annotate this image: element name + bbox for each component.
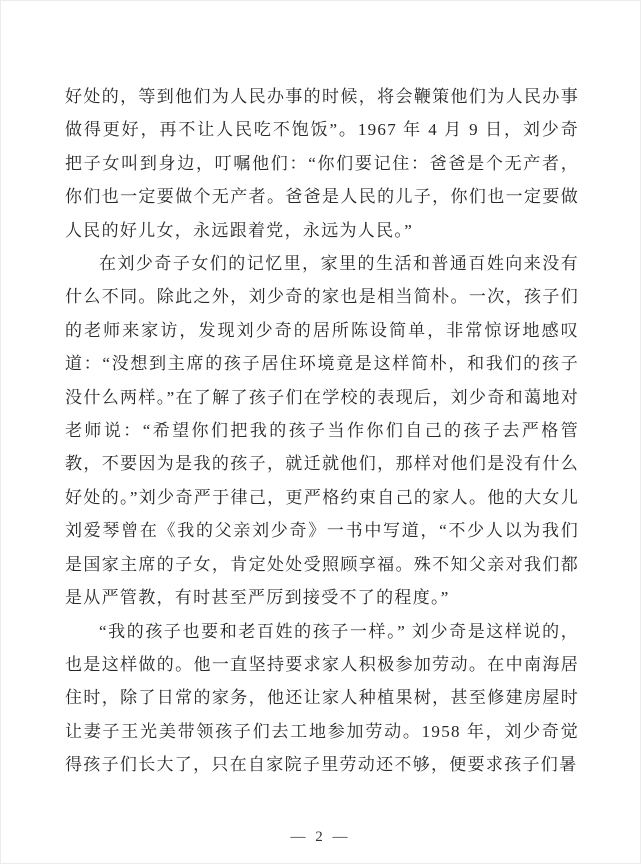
page-number: — 2 — <box>290 829 351 845</box>
paragraph-3: “我的孩子也要和老百姓的孩子一样。” 刘少奇是这样说的，也是这样做的。他一直坚持要求家人积极参加劳动。在中南海居住时，除了日常的家务，他还让家人种植果树，甚至修建房屋时让妻子王光美带领孩子们去工地参加劳动。1958 年，刘少奇觉得孩子们长大了，只在自家院子里劳动还不够，便要求孩子们暑 <box>65 621 579 775</box>
body-text <box>65 80 579 782</box>
paragraph-1: 好处的，等到他们为人民办事的时候，将会鞭策他们为人民办事做得更好，再不让人民吃不饱饭”。1967 年 4 月 9 日，刘少奇把子女叫到身边，叮嘱他们：“你们要记住：爸爸是个无产者，你们也一定要做个无产者。爸爸是人民的儿子，你们也一定要做人民的好儿女，永远跟着党，永远为人民。” <box>65 87 579 240</box>
paragraph-2: 在刘少奇子女们的记忆里，家里的生活和普通百姓向来没有什么不同。除此之外，刘少奇的家也是相当简朴。一次，孩子们的老师来家访，发现刘少奇的居所陈设简单，非常惊讶地感叹道：“没想到主席的孩子居住环境竟是这样简朴，和我们的孩子没什么两样。”在了解了孩子们在学校的表现后，刘少奇和蔼地对老师说：“希望你们把我的孩子当作你们自己的孩子去严格管教，不要因为是我的孩子，就迁就他们，那样对他们是没有什么好处的。”刘少奇严于律己，更严格约束自己的家人。他的大女儿刘爱琴曾在《我的父亲刘少奇》一书中写道，“不少人以为我们是国家主席的子女，肯定处处受照顾享福。殊不知父亲对我们都是从严管教，有时甚至严厉到接受不了的程度。” <box>65 254 579 608</box>
